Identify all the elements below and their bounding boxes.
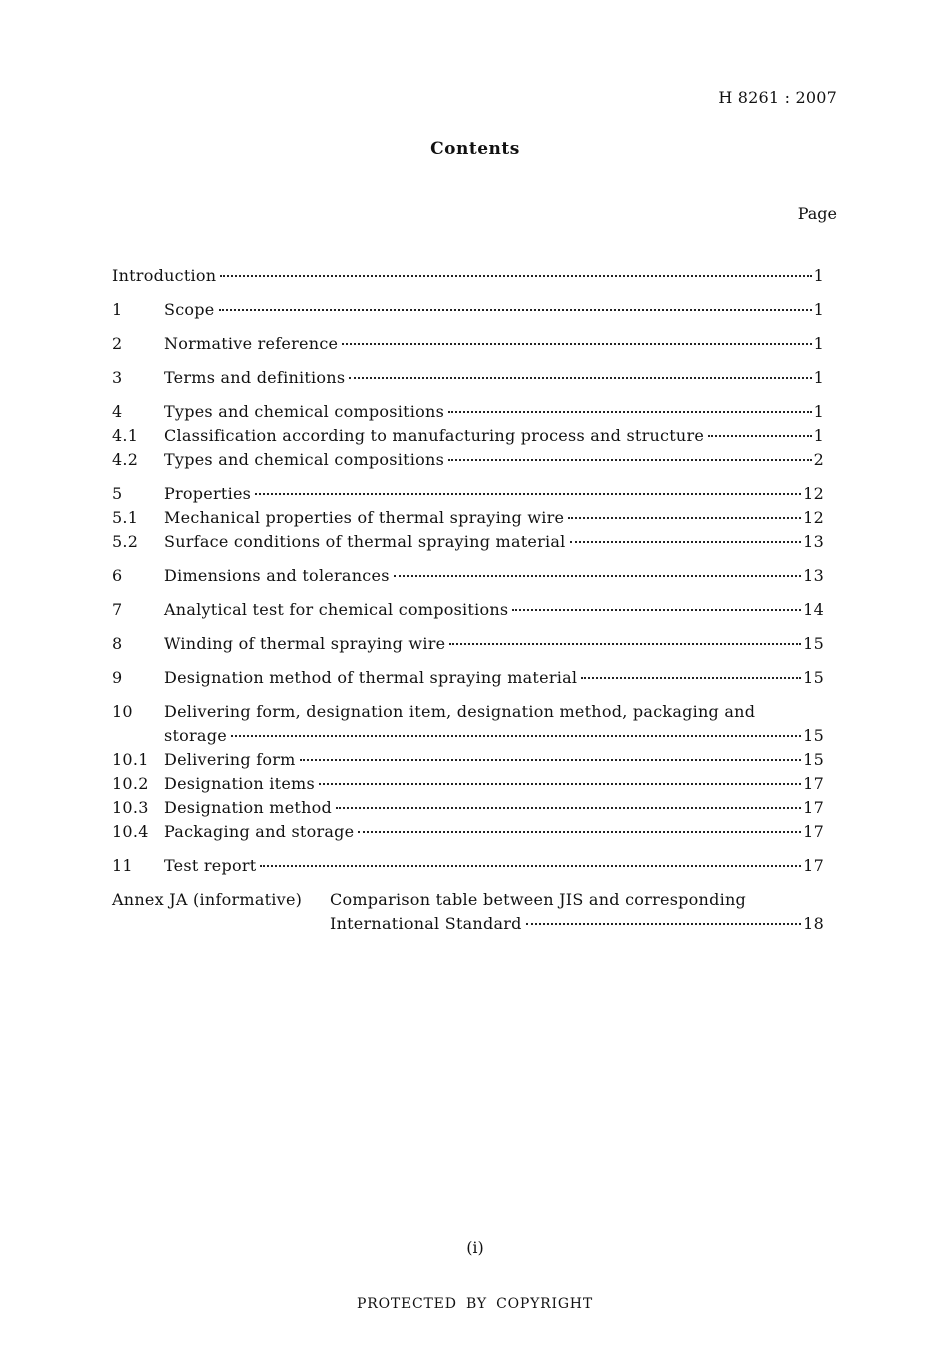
toc-entry-10-3[interactable] xyxy=(112,796,824,820)
toc-entry-title: Designation method xyxy=(164,798,333,817)
toc-entry-title: Terms and definitions xyxy=(164,368,346,387)
toc-entry-page: 1 xyxy=(813,300,824,319)
toc-entry-title: storage xyxy=(164,726,227,745)
toc-entry-title: Normative reference xyxy=(164,334,339,353)
toc-entry-title: Analytical test for chemical compositions xyxy=(164,600,509,619)
toc-entry-4-1[interactable] xyxy=(112,424,824,448)
toc-entry-page: 13 xyxy=(803,566,824,585)
toc-entry-10-continued[interactable] xyxy=(112,724,824,748)
dot-leader xyxy=(342,342,811,345)
toc-entry-title: Properties xyxy=(164,484,252,503)
toc-entry-6[interactable] xyxy=(112,564,824,588)
toc-entry-page: 1 xyxy=(813,426,824,445)
toc-entry-number: 10.1 xyxy=(112,750,149,769)
toc-entry-annex-ja[interactable] xyxy=(112,888,824,912)
toc-entry-title: Packaging and storage xyxy=(164,822,355,841)
dot-leader xyxy=(319,782,801,785)
toc-entry-page: 15 xyxy=(803,668,824,687)
toc-entry-title: Scope xyxy=(164,300,215,319)
dot-leader xyxy=(219,308,812,311)
copyright-notice: PROTECTED BY COPYRIGHT xyxy=(357,1296,593,1312)
toc-entry-number: 4.1 xyxy=(112,426,139,445)
dot-leader xyxy=(300,758,802,761)
toc-entry-introduction[interactable] xyxy=(112,264,824,288)
dot-leader xyxy=(220,274,811,277)
toc-entry-page: 18 xyxy=(803,914,824,933)
toc-entry-page: 13 xyxy=(803,532,824,551)
toc-entry-number: 3 xyxy=(112,368,123,387)
toc-entry-title: International Standard xyxy=(330,914,522,933)
toc-entry-11[interactable] xyxy=(112,854,824,878)
page-number: (i) xyxy=(466,1238,484,1257)
toc-entry-10-2[interactable] xyxy=(112,772,824,796)
dot-leader xyxy=(260,864,801,867)
toc-entry-10-4[interactable] xyxy=(112,820,824,844)
toc-entry-number: 10.3 xyxy=(112,798,149,817)
toc-entry-title: Classification according to manufacturing process and structure xyxy=(164,426,705,445)
toc-entry-title: Delivering form xyxy=(164,750,296,769)
toc-entry-5-1[interactable] xyxy=(112,506,824,530)
toc-entry-title: Mechanical properties of thermal spraying wire xyxy=(164,508,565,527)
dot-leader xyxy=(349,376,811,379)
toc-entry-title: Test report xyxy=(164,856,257,875)
toc-entry-number: 10 xyxy=(112,702,133,721)
toc-entry-page: 2 xyxy=(813,450,824,469)
toc-entry-number: 9 xyxy=(112,668,123,687)
toc-entry-title: Winding of thermal spraying wire xyxy=(164,634,446,653)
toc-entry-title: Types and chemical compositions xyxy=(164,402,445,421)
dot-leader xyxy=(449,642,801,645)
toc-entry-page: 1 xyxy=(813,402,824,421)
toc-entry-number: 10.2 xyxy=(112,774,149,793)
toc-entry-5-2[interactable] xyxy=(112,530,824,554)
toc-entry-page: 1 xyxy=(813,334,824,353)
dot-leader xyxy=(512,608,801,611)
toc-entry-number: 2 xyxy=(112,334,123,353)
toc-entry-9[interactable] xyxy=(112,666,824,690)
dot-leader xyxy=(255,492,801,495)
toc-entry-4[interactable] xyxy=(112,400,824,424)
toc-entry-title: Dimensions and tolerances xyxy=(164,566,390,585)
toc-entry-page: 1 xyxy=(813,266,824,285)
standard-number: H 8261 : 2007 xyxy=(718,88,837,107)
toc-entry-number: 4 xyxy=(112,402,123,421)
toc-entry-4-2[interactable] xyxy=(112,448,824,472)
toc-entry-title: Introduction xyxy=(112,266,217,285)
toc-entry-title: Surface conditions of thermal spraying material xyxy=(164,532,566,551)
dot-leader xyxy=(358,830,801,833)
toc-entry-number: 8 xyxy=(112,634,123,653)
toc-entry-page: 17 xyxy=(803,774,824,793)
dot-leader xyxy=(394,574,801,577)
toc-entry-page: 17 xyxy=(803,822,824,841)
toc-entry-page: 12 xyxy=(803,508,824,527)
dot-leader xyxy=(570,540,802,543)
toc-entry-number: 5.1 xyxy=(112,508,139,527)
toc-entry-title: Comparison table between JIS and corresponding xyxy=(330,890,746,909)
toc-entry-1[interactable] xyxy=(112,298,824,322)
dot-leader xyxy=(568,516,801,519)
page-column-heading: Page xyxy=(797,204,837,223)
dot-leader xyxy=(448,410,812,413)
toc-entry-annex-ja-continued[interactable] xyxy=(112,912,824,936)
toc-entry-page: 14 xyxy=(803,600,824,619)
contents-title: Contents xyxy=(430,139,520,159)
dot-leader xyxy=(231,734,801,737)
toc-entry-title: Types and chemical compositions xyxy=(164,450,445,469)
toc-entry-number: 6 xyxy=(112,566,123,585)
toc-entry-3[interactable] xyxy=(112,366,824,390)
toc-entry-number: 5 xyxy=(112,484,123,503)
toc-entry-page: 15 xyxy=(803,726,824,745)
toc-entry-2[interactable] xyxy=(112,332,824,356)
toc-entry-number: 1 xyxy=(112,300,123,319)
toc-entry-7[interactable] xyxy=(112,598,824,622)
toc-entry-page: 15 xyxy=(803,750,824,769)
toc-entry-page: 17 xyxy=(803,798,824,817)
toc-entry-page: 12 xyxy=(803,484,824,503)
dot-leader xyxy=(448,458,812,461)
toc-entry-number: 4.2 xyxy=(112,450,139,469)
toc-entry-number: 7 xyxy=(112,600,123,619)
toc-entry-page: 15 xyxy=(803,634,824,653)
dot-leader xyxy=(581,676,801,679)
toc-entry-number: 11 xyxy=(112,856,133,875)
toc-entry-title: Designation items xyxy=(164,774,315,793)
toc-entry-page: 1 xyxy=(813,368,824,387)
dot-leader xyxy=(526,922,801,925)
toc-entry-number: 5.2 xyxy=(112,532,139,551)
annex-label: Annex JA (informative) xyxy=(112,890,303,909)
toc-entry-5[interactable] xyxy=(112,482,824,506)
toc-entry-title: Designation method of thermal spraying material xyxy=(164,668,578,687)
dot-leader xyxy=(708,434,811,437)
toc-entry-8[interactable] xyxy=(112,632,824,656)
toc-entry-number: 10.4 xyxy=(112,822,149,841)
toc-entry-10[interactable] xyxy=(112,700,824,724)
dot-leader xyxy=(336,806,801,809)
toc-entry-10-1[interactable] xyxy=(112,748,824,772)
table-of-contents xyxy=(112,264,824,936)
toc-entry-title: Delivering form, designation item, designation method, packaging and xyxy=(164,702,756,721)
toc-entry-page: 17 xyxy=(803,856,824,875)
